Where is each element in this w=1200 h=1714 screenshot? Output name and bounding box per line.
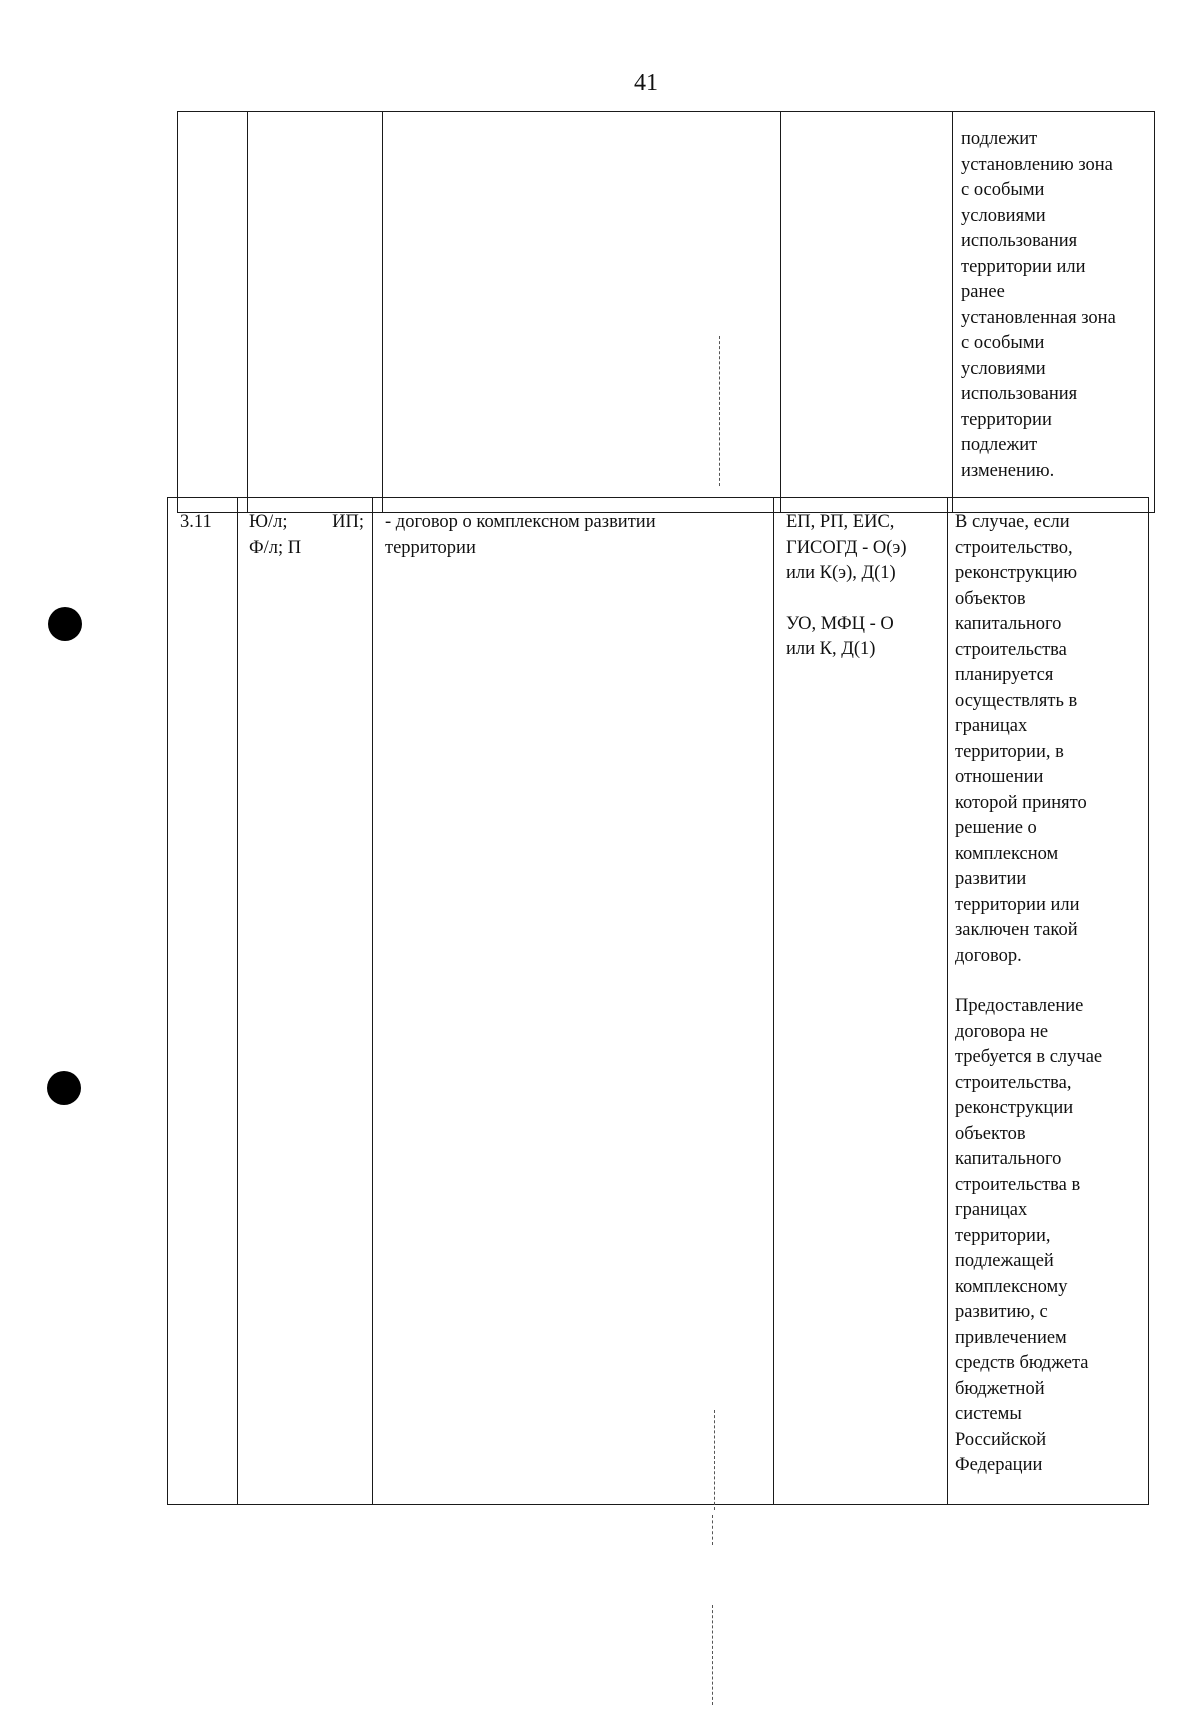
table-row-3-11 bbox=[167, 497, 1149, 1505]
table-row bbox=[178, 112, 1155, 513]
cell-number bbox=[168, 498, 238, 1505]
cell-notes bbox=[948, 498, 1149, 1505]
scan-mark bbox=[712, 1515, 713, 1545]
cell-notes bbox=[953, 112, 1155, 513]
notes-text: подлежит установлению зона с особыми условиями использования территории или ранее установленная зона с особыми условиями использования территории подлежит изменению. bbox=[961, 129, 1116, 481]
table-row bbox=[168, 498, 1149, 1505]
table-continuation bbox=[177, 111, 1155, 513]
scan-mark bbox=[712, 1605, 713, 1705]
cell-document-empty bbox=[383, 112, 781, 513]
applicants-line-2: Ф/л; П bbox=[249, 537, 302, 558]
scan-mark bbox=[714, 1410, 715, 1510]
notes-text-2: Предоставление договора не требуется в случае строительства, реконструкции объектов капитального строительства в границах территории, подлежащей комплексному развитию, с привлечением средств бюджета бюджетной системы Российской Федерации bbox=[955, 996, 1103, 1475]
row-number: 3.11 bbox=[180, 512, 212, 532]
cell-applicants bbox=[238, 498, 373, 1505]
cell-document bbox=[373, 498, 774, 1505]
applicants-line-1 bbox=[249, 510, 364, 536]
notes-text-1: В случае, если строительство, реконструкцию объектов капитального строительства планируется осуществлять в границах территории, в отношении которой принято решение о комплексном развитии территории или заключен такой договор. bbox=[955, 512, 1087, 966]
method-text-2: УО, МФЦ - О или К, Д(1) bbox=[786, 613, 894, 659]
scan-mark bbox=[719, 336, 720, 486]
punch-hole bbox=[47, 1071, 81, 1105]
cell-method-empty bbox=[781, 112, 953, 513]
page-number: 41 bbox=[634, 70, 658, 96]
applicant-legal-entity: Ю/л; bbox=[249, 512, 288, 532]
cell-method bbox=[774, 498, 948, 1505]
applicant-entrepreneur: ИП; bbox=[332, 512, 364, 532]
punch-hole bbox=[48, 607, 82, 641]
document-text: - договор о комплексном развитии территории bbox=[385, 512, 656, 558]
cell-number-empty bbox=[178, 112, 248, 513]
cell-applicants-empty bbox=[248, 112, 383, 513]
method-text-1: ЕП, РП, ЕИС, ГИСОГД - О(э) или К(э), Д(1) bbox=[786, 512, 907, 583]
